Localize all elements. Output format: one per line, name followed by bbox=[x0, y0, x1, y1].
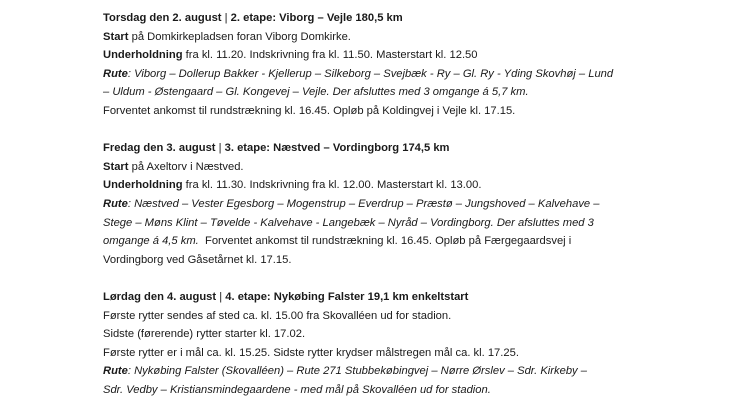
stage-2-heading bbox=[103, 9, 703, 28]
stage-3-entertainment-line bbox=[103, 176, 703, 195]
stage-3-start-line bbox=[103, 158, 703, 177]
stage-3-day: Fredag den 3. august bbox=[103, 142, 216, 155]
stage-3-route-line-1 bbox=[103, 195, 703, 214]
stage-3-start-label: Start bbox=[103, 160, 129, 173]
stage-4-route-line-1 bbox=[103, 362, 703, 381]
stage-4-route-label: Rute bbox=[103, 365, 128, 378]
stage-2-finish-line: Forventet ankomst til rundstrækning kl. 16.45. Opløb på Koldingvej i Vejle kl. 17.15. bbox=[103, 104, 516, 117]
stage-4-route-text-1: : Nykøbing Falster (Skovalléen) – Rute 271 Stubbekøbingvej – Nørre Ørslev – Sdr. Kirkeby – bbox=[127, 365, 587, 378]
stage-3-route-label: Rute bbox=[103, 197, 128, 210]
stage-3-route-tail: omgange á 4,5 km. bbox=[103, 235, 199, 248]
stage-4 bbox=[103, 288, 703, 400]
stage-3-separator: | bbox=[215, 142, 225, 155]
stage-3-heading bbox=[103, 139, 703, 158]
stage-3-entertainment-label: Underholdning bbox=[103, 179, 183, 192]
stage-3-etape: 3. etape: Næstved – Vordingborg 174,5 km bbox=[224, 142, 450, 155]
stage-3-start-text: på Axeltorv i Næstved. bbox=[128, 160, 244, 173]
stage-4-info-line-1: Første rytter sendes af sted ca. kl. 15.00 fra Skovalléen ud for stadion. bbox=[103, 309, 452, 322]
stage-2-entertainment-line bbox=[103, 46, 703, 65]
stage-3-finish-line: Vordingborg ved Gåsetårnet kl. 17.15. bbox=[103, 253, 292, 266]
stage-2-entertainment-text: fra kl. 11.20. Indskrivning fra kl. 11.50. Masterstart kl. 12.50 bbox=[182, 49, 478, 62]
stage-2-start-text: på Domkirkepladsen foran Viborg Domkirke. bbox=[128, 30, 351, 43]
stage-3-route-text-1: : Næstved – Vester Egesborg – Mogenstrup – Everdrup – Præstø – Jungshoved – Kalvehave – bbox=[127, 197, 600, 210]
stage-2 bbox=[103, 9, 703, 121]
stage-4-info-line-2: Sidste (førerende) rytter starter kl. 17.02. bbox=[103, 328, 306, 341]
stage-2-etape: 2. etape: Viborg – Vejle 180,5 km bbox=[230, 12, 403, 24]
stage-2-start-line bbox=[103, 28, 703, 47]
stage-3-route-line-2: Stege – Møns Klint – Tøvelde - Kalvehave - Langebæk – Nyråd – Vordingborg. Der afsluttes med 3 bbox=[103, 216, 594, 229]
stage-2-route-line-2: – Uldum - Østengaard – Gl. Kongevej – Vejle. Der afsluttes med 3 omgange á 5,7 km. bbox=[103, 86, 529, 99]
stage-4-route-line-2: Sdr. Vedby – Kristiansmindegaardene - med mål på Skovalléen ud for stadion. bbox=[103, 383, 491, 396]
stage-3-route-line-3 bbox=[103, 232, 703, 251]
stage-4-info-line-3: Første rytter er i mål ca. kl. 15.25. Sidste rytter krydser målstregen mål ca. kl. 17.25. bbox=[103, 346, 519, 359]
stage-2-start-label: Start bbox=[103, 30, 129, 43]
stage-4-etape: 4. etape: Nykøbing Falster 19,1 km enkeltstart bbox=[225, 290, 469, 303]
stage-4-heading bbox=[103, 288, 703, 307]
stage-2-separator: | bbox=[221, 12, 231, 24]
stage-2-route-label: Rute bbox=[103, 67, 128, 80]
stage-2-route-line-1 bbox=[103, 65, 703, 84]
stage-2-route-text-1: : Viborg – Dollerup Bakker - Kjellerup – Silkeborg – Svejbæk - Ry – Gl. Ry - Yding Skovhøj – Lund bbox=[127, 67, 614, 80]
stage-3 bbox=[103, 139, 703, 269]
stage-2-day: Torsdag den 2. august bbox=[103, 12, 222, 24]
schedule-document bbox=[103, 9, 703, 399]
stage-2-entertainment-label: Underholdning bbox=[103, 49, 183, 62]
stage-4-day: Lørdag den 4. august bbox=[103, 290, 217, 303]
stage-3-entertainment-text: fra kl. 11.30. Indskrivning fra kl. 12.00. Masterstart kl. 13.00. bbox=[182, 179, 482, 192]
stage-3-finish-text: Forventet ankomst til rundstrækning kl. 16.45. Opløb på Færgegaardsvej i bbox=[198, 235, 572, 248]
stage-4-separator: | bbox=[216, 290, 226, 303]
